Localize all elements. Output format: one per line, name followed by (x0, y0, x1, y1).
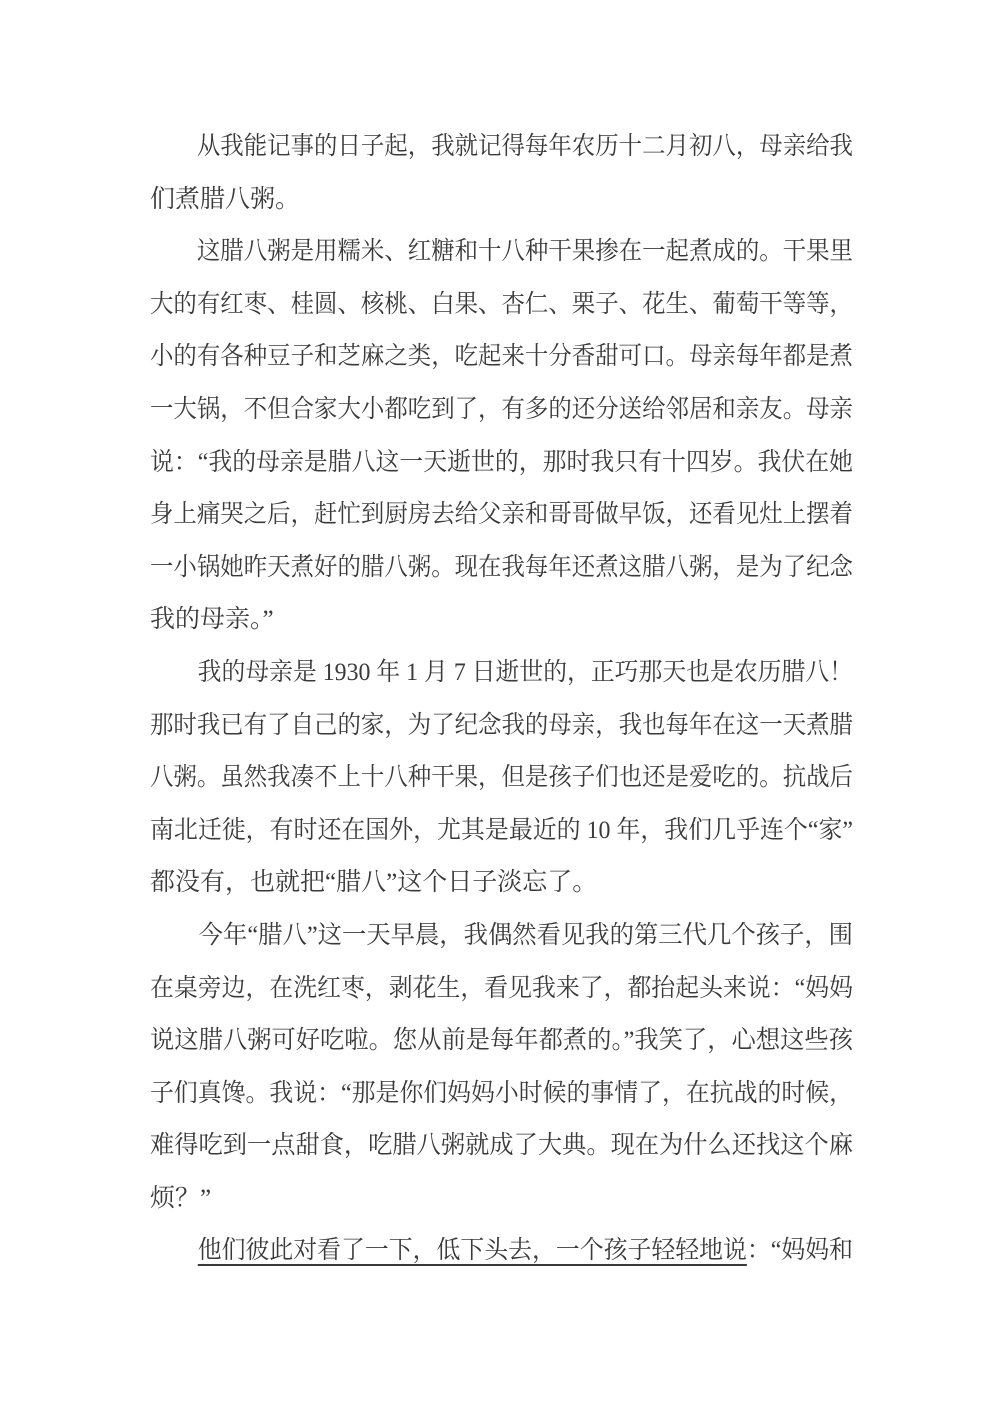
text-line: 一小锅她昨天煮好的腊八粥。现在我每年还煮这腊八粥，是为了纪念 (150, 553, 853, 581)
text-line: 都没有，也就把“腊八”这个日子淡忘了。 (150, 869, 598, 897)
paragraph (150, 226, 853, 647)
text-line: 我的母亲。” (150, 606, 274, 634)
text-line (150, 1225, 853, 1278)
text-line: 一大锅，不但合家大小都吃到了，有多的还分送给邻居和亲友。母亲 (150, 395, 853, 423)
text-line: 难得吃到一点甜食，吃腊八粥就成了大典。现在为什么还找这个麻 (150, 1132, 853, 1160)
paragraph (150, 910, 853, 1226)
paragraph (150, 647, 853, 910)
paragraph-final (150, 1225, 853, 1278)
paragraph (150, 121, 853, 226)
text-line: 我的母亲是 1930 年 1 月 7 日逝世的，正巧那天也是农历腊八！ (150, 658, 853, 686)
text-line: 身上痛哭之后，赶忙到厨房去给父亲和哥哥做早饭，还看见灶上摆着 (150, 501, 853, 529)
indent (150, 1237, 198, 1264)
text-line: 在桌旁边，在洗红枣，剥花生，看见我来了，都抬起头来说：“妈妈 (150, 974, 853, 1002)
text-line: 那时我已有了自己的家，为了纪念我的母亲，我也每年在这一天煮腊 (150, 711, 853, 739)
text-line: 八粥。虽然我凑不上十八种干果，但是孩子们也还是爱吃的。抗战后 (150, 764, 853, 792)
text-line: 说这腊八粥可好吃啦。您从前是每年都煮的。”我笑了，心想这些孩 (150, 1027, 853, 1055)
text-line: 南北迁徙，有时还在国外，尤其是最近的 10 年，我们几乎连个“家” (150, 816, 853, 844)
text-line: 们煮腊八粥。 (150, 185, 301, 213)
text-line: 烦？” (150, 1184, 212, 1212)
text-line: 从我能记事的日子起，我就记得每年农历十二月初八，母亲给我 (150, 133, 853, 160)
underlined-text: 他们彼此对看了一下，低下头去，一个孩子轻轻地说 (197, 1237, 747, 1265)
paragraphs (150, 121, 853, 1225)
text-line: 这腊八粥是用糯米、红糖和十八种干果掺在一起煮成的。干果里 (150, 238, 853, 266)
text-line: 今年“腊八”这一天早晨，我偶然看见我的第三代几个孩子，围 (150, 921, 853, 949)
text-line: 大的有红枣、桂圆、核桃、白果、杏仁、栗子、花生、葡萄干等等， (150, 290, 853, 318)
text-line: 小的有各种豆子和芝麻之类，吃起来十分香甜可口。母亲每年都是煮 (150, 343, 853, 371)
trailing-text: ：“妈妈和 (746, 1237, 853, 1265)
text-line: 子们真馋。我说：“那是你们妈妈小时候的事情了，在抗战的时候， (150, 1079, 853, 1107)
text-line: 说：“我的母亲是腊八这一天逝世的，那时我只有十四岁。我伏在她 (150, 448, 853, 476)
